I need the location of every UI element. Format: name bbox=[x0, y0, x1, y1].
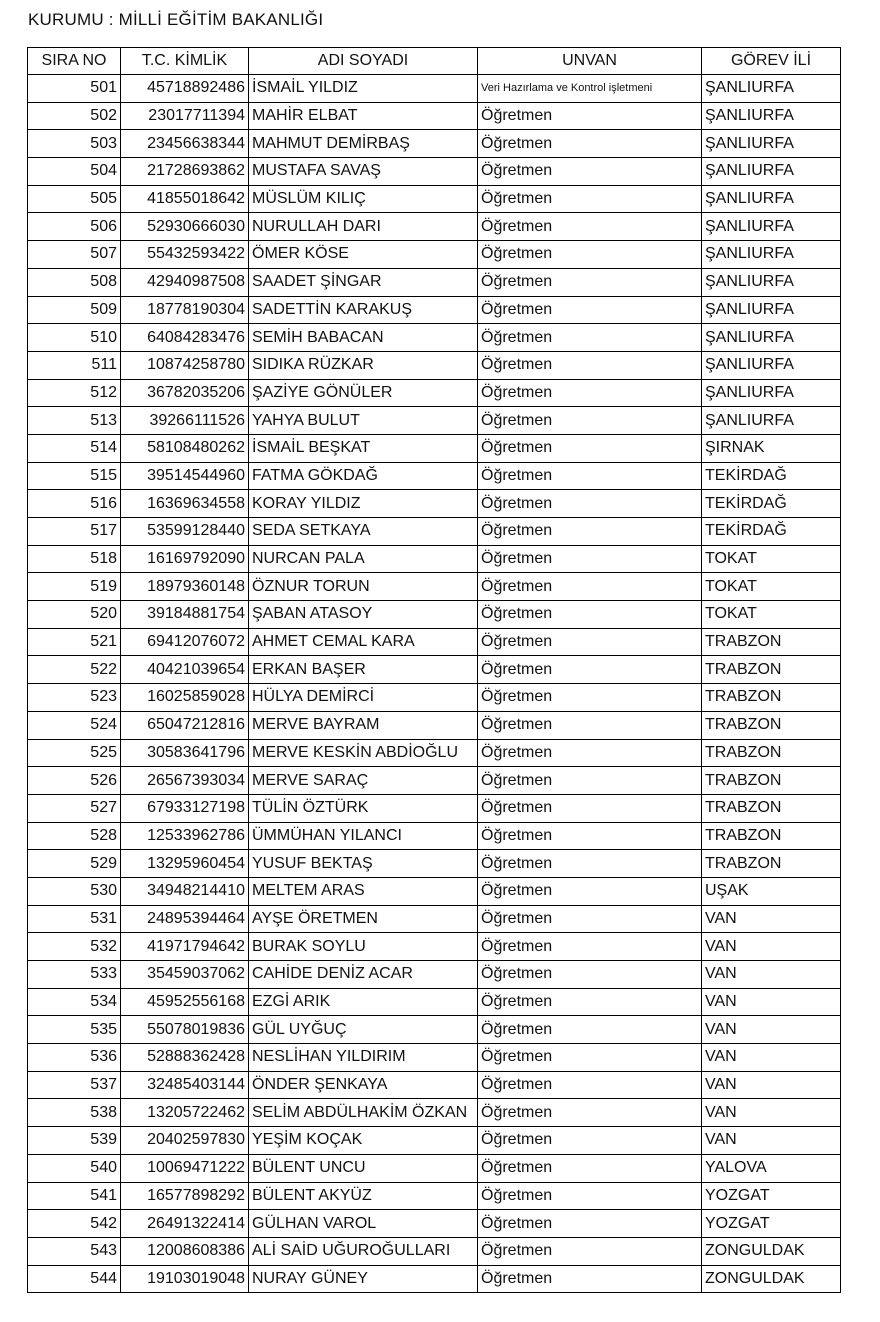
unvan-cell: Öğretmen bbox=[478, 1237, 702, 1265]
gorev-ili-cell: VAN bbox=[702, 1099, 841, 1127]
unvan-cell: Öğretmen bbox=[478, 1210, 702, 1238]
sira-no-cell: 521 bbox=[28, 628, 121, 656]
table-row bbox=[28, 1071, 841, 1099]
sira-no-cell: 505 bbox=[28, 185, 121, 213]
tc-kimlik-cell: 16369634558 bbox=[121, 490, 249, 518]
unvan-cell: Öğretmen bbox=[478, 1265, 702, 1293]
name-cell: ÖZNUR TORUN bbox=[249, 573, 478, 601]
unvan-cell: Öğretmen bbox=[478, 656, 702, 684]
tc-kimlik-cell: 16577898292 bbox=[121, 1182, 249, 1210]
unvan-cell: Öğretmen bbox=[478, 933, 702, 961]
sira-no-cell: 515 bbox=[28, 462, 121, 490]
gorev-ili-cell: ŞANLIURFA bbox=[702, 407, 841, 435]
gorev-ili-cell: VAN bbox=[702, 1127, 841, 1155]
gorev-ili-cell: TRABZON bbox=[702, 850, 841, 878]
table-row bbox=[28, 130, 841, 158]
unvan-cell: Veri Hazırlama ve Kontrol işletmeni bbox=[478, 75, 702, 103]
tc-kimlik-cell: 67933127198 bbox=[121, 794, 249, 822]
name-cell: BÜLENT AKYÜZ bbox=[249, 1182, 478, 1210]
table-row bbox=[28, 739, 841, 767]
gorev-ili-cell: ŞANLIURFA bbox=[702, 213, 841, 241]
table-row bbox=[28, 961, 841, 989]
name-cell: YUSUF BEKTAŞ bbox=[249, 850, 478, 878]
tc-kimlik-cell: 39514544960 bbox=[121, 462, 249, 490]
table-row bbox=[28, 379, 841, 407]
table-row bbox=[28, 822, 841, 850]
name-cell: NURULLAH DARI bbox=[249, 213, 478, 241]
sira-no-cell: 533 bbox=[28, 961, 121, 989]
gorev-ili-cell: YOZGAT bbox=[702, 1210, 841, 1238]
table-row bbox=[28, 933, 841, 961]
gorev-ili-cell: TEKİRDAĞ bbox=[702, 518, 841, 546]
unvan-cell: Öğretmen bbox=[478, 490, 702, 518]
unvan-cell: Öğretmen bbox=[478, 268, 702, 296]
sira-no-cell: 527 bbox=[28, 794, 121, 822]
sira-no-cell: 542 bbox=[28, 1210, 121, 1238]
tc-kimlik-cell: 23017711394 bbox=[121, 102, 249, 130]
table-row bbox=[28, 185, 841, 213]
name-cell: GÜLHAN VAROL bbox=[249, 1210, 478, 1238]
name-cell: ALİ SAİD UĞUROĞULLARI bbox=[249, 1237, 478, 1265]
tc-kimlik-cell: 10874258780 bbox=[121, 351, 249, 379]
table-row bbox=[28, 407, 841, 435]
table-header-row bbox=[28, 48, 841, 75]
name-cell: NURCAN PALA bbox=[249, 545, 478, 573]
tc-kimlik-cell: 26567393034 bbox=[121, 767, 249, 795]
sira-no-cell: 538 bbox=[28, 1099, 121, 1127]
unvan-cell: Öğretmen bbox=[478, 130, 702, 158]
sira-no-cell: 526 bbox=[28, 767, 121, 795]
gorev-ili-cell: VAN bbox=[702, 905, 841, 933]
table-row bbox=[28, 767, 841, 795]
gorev-ili-cell: TRABZON bbox=[702, 628, 841, 656]
table-row bbox=[28, 158, 841, 186]
column-header-sira-no: SIRA NO bbox=[28, 48, 121, 75]
tc-kimlik-cell: 45718892486 bbox=[121, 75, 249, 103]
unvan-cell: Öğretmen bbox=[478, 822, 702, 850]
name-cell: NURAY GÜNEY bbox=[249, 1265, 478, 1293]
unvan-cell: Öğretmen bbox=[478, 573, 702, 601]
unvan-cell: Öğretmen bbox=[478, 988, 702, 1016]
tc-kimlik-cell: 16169792090 bbox=[121, 545, 249, 573]
table-row bbox=[28, 1154, 841, 1182]
unvan-cell: Öğretmen bbox=[478, 905, 702, 933]
table-row bbox=[28, 601, 841, 629]
tc-kimlik-cell: 39266111526 bbox=[121, 407, 249, 435]
tc-kimlik-cell: 12008608386 bbox=[121, 1237, 249, 1265]
name-cell: FATMA GÖKDAĞ bbox=[249, 462, 478, 490]
name-cell: HÜLYA DEMİRCİ bbox=[249, 684, 478, 712]
gorev-ili-cell: TRABZON bbox=[702, 767, 841, 795]
table-row bbox=[28, 1237, 841, 1265]
table-row bbox=[28, 1099, 841, 1127]
sira-no-cell: 532 bbox=[28, 933, 121, 961]
table-row bbox=[28, 1127, 841, 1155]
name-cell: SADETTİN KARAKUŞ bbox=[249, 296, 478, 324]
tc-kimlik-cell: 53599128440 bbox=[121, 518, 249, 546]
gorev-ili-cell: TRABZON bbox=[702, 794, 841, 822]
unvan-cell: Öğretmen bbox=[478, 158, 702, 186]
name-cell: MERVE BAYRAM bbox=[249, 711, 478, 739]
institution-header: KURUMU : MİLLİ EĞİTİM BAKANLIĞI bbox=[28, 10, 324, 29]
table-row bbox=[28, 241, 841, 269]
tc-kimlik-cell: 45952556168 bbox=[121, 988, 249, 1016]
gorev-ili-cell: UŞAK bbox=[702, 877, 841, 905]
sira-no-cell: 524 bbox=[28, 711, 121, 739]
tc-kimlik-cell: 13295960454 bbox=[121, 850, 249, 878]
name-cell: ÖNDER ŞENKAYA bbox=[249, 1071, 478, 1099]
unvan-cell: Öğretmen bbox=[478, 102, 702, 130]
gorev-ili-cell: ŞANLIURFA bbox=[702, 130, 841, 158]
sira-no-cell: 507 bbox=[28, 241, 121, 269]
sira-no-cell: 511 bbox=[28, 351, 121, 379]
tc-kimlik-cell: 26491322414 bbox=[121, 1210, 249, 1238]
tc-kimlik-cell: 19103019048 bbox=[121, 1265, 249, 1293]
table-row bbox=[28, 684, 841, 712]
sira-no-cell: 522 bbox=[28, 656, 121, 684]
unvan-cell: Öğretmen bbox=[478, 877, 702, 905]
tc-kimlik-cell: 41971794642 bbox=[121, 933, 249, 961]
table-row bbox=[28, 296, 841, 324]
sira-no-cell: 541 bbox=[28, 1182, 121, 1210]
table-row bbox=[28, 490, 841, 518]
gorev-ili-cell: ZONGULDAK bbox=[702, 1265, 841, 1293]
sira-no-cell: 529 bbox=[28, 850, 121, 878]
unvan-cell: Öğretmen bbox=[478, 462, 702, 490]
table-row bbox=[28, 711, 841, 739]
name-cell: SAADET ŞİNGAR bbox=[249, 268, 478, 296]
name-cell: AHMET CEMAL KARA bbox=[249, 628, 478, 656]
unvan-cell: Öğretmen bbox=[478, 1044, 702, 1072]
tc-kimlik-cell: 55432593422 bbox=[121, 241, 249, 269]
sira-no-cell: 516 bbox=[28, 490, 121, 518]
personnel-table bbox=[27, 47, 841, 1293]
tc-kimlik-cell: 30583641796 bbox=[121, 739, 249, 767]
gorev-ili-cell: YOZGAT bbox=[702, 1182, 841, 1210]
sira-no-cell: 504 bbox=[28, 158, 121, 186]
gorev-ili-cell: ŞANLIURFA bbox=[702, 158, 841, 186]
unvan-cell: Öğretmen bbox=[478, 1099, 702, 1127]
name-cell: MAHMUT DEMİRBAŞ bbox=[249, 130, 478, 158]
sira-no-cell: 512 bbox=[28, 379, 121, 407]
gorev-ili-cell: ŞANLIURFA bbox=[702, 379, 841, 407]
name-cell: EZGİ ARIK bbox=[249, 988, 478, 1016]
tc-kimlik-cell: 24895394464 bbox=[121, 905, 249, 933]
tc-kimlik-cell: 32485403144 bbox=[121, 1071, 249, 1099]
gorev-ili-cell: ŞANLIURFA bbox=[702, 185, 841, 213]
unvan-cell: Öğretmen bbox=[478, 324, 702, 352]
name-cell: KORAY YILDIZ bbox=[249, 490, 478, 518]
tc-kimlik-cell: 39184881754 bbox=[121, 601, 249, 629]
unvan-cell: Öğretmen bbox=[478, 241, 702, 269]
name-cell: SIDIKA RÜZKAR bbox=[249, 351, 478, 379]
gorev-ili-cell: ŞANLIURFA bbox=[702, 102, 841, 130]
sira-no-cell: 503 bbox=[28, 130, 121, 158]
name-cell: MERVE KESKİN ABDİOĞLU bbox=[249, 739, 478, 767]
name-cell: ŞAZİYE GÖNÜLER bbox=[249, 379, 478, 407]
sira-no-cell: 508 bbox=[28, 268, 121, 296]
unvan-cell: Öğretmen bbox=[478, 545, 702, 573]
sira-no-cell: 528 bbox=[28, 822, 121, 850]
gorev-ili-cell: ŞANLIURFA bbox=[702, 241, 841, 269]
sira-no-cell: 531 bbox=[28, 905, 121, 933]
unvan-cell: Öğretmen bbox=[478, 1016, 702, 1044]
gorev-ili-cell: VAN bbox=[702, 933, 841, 961]
tc-kimlik-cell: 69412076072 bbox=[121, 628, 249, 656]
sira-no-cell: 519 bbox=[28, 573, 121, 601]
gorev-ili-cell: TRABZON bbox=[702, 656, 841, 684]
tc-kimlik-cell: 42940987508 bbox=[121, 268, 249, 296]
tc-kimlik-cell: 12533962786 bbox=[121, 822, 249, 850]
name-cell: CAHİDE DENİZ ACAR bbox=[249, 961, 478, 989]
sira-no-cell: 537 bbox=[28, 1071, 121, 1099]
name-cell: İSMAİL YILDIZ bbox=[249, 75, 478, 103]
sira-no-cell: 518 bbox=[28, 545, 121, 573]
sira-no-cell: 523 bbox=[28, 684, 121, 712]
unvan-cell: Öğretmen bbox=[478, 1154, 702, 1182]
tc-kimlik-cell: 40421039654 bbox=[121, 656, 249, 684]
column-header-tc-kimlik: T.C. KİMLİK bbox=[121, 48, 249, 75]
gorev-ili-cell: TRABZON bbox=[702, 822, 841, 850]
tc-kimlik-cell: 36782035206 bbox=[121, 379, 249, 407]
table-row bbox=[28, 1044, 841, 1072]
unvan-cell: Öğretmen bbox=[478, 185, 702, 213]
sira-no-cell: 513 bbox=[28, 407, 121, 435]
table-row bbox=[28, 75, 841, 103]
tc-kimlik-cell: 52930666030 bbox=[121, 213, 249, 241]
table-row bbox=[28, 1265, 841, 1293]
table-row bbox=[28, 518, 841, 546]
name-cell: MELTEM ARAS bbox=[249, 877, 478, 905]
gorev-ili-cell: TRABZON bbox=[702, 739, 841, 767]
unvan-cell: Öğretmen bbox=[478, 961, 702, 989]
unvan-cell: Öğretmen bbox=[478, 850, 702, 878]
unvan-cell: Öğretmen bbox=[478, 407, 702, 435]
gorev-ili-cell: VAN bbox=[702, 988, 841, 1016]
table-row bbox=[28, 850, 841, 878]
table-row bbox=[28, 324, 841, 352]
gorev-ili-cell: YALOVA bbox=[702, 1154, 841, 1182]
name-cell: YAHYA BULUT bbox=[249, 407, 478, 435]
table-row bbox=[28, 462, 841, 490]
gorev-ili-cell: ŞANLIURFA bbox=[702, 296, 841, 324]
name-cell: SEDA SETKAYA bbox=[249, 518, 478, 546]
table-row bbox=[28, 1016, 841, 1044]
unvan-cell: Öğretmen bbox=[478, 351, 702, 379]
sira-no-cell: 539 bbox=[28, 1127, 121, 1155]
sira-no-cell: 530 bbox=[28, 877, 121, 905]
table-row bbox=[28, 213, 841, 241]
gorev-ili-cell: ŞANLIURFA bbox=[702, 75, 841, 103]
sira-no-cell: 534 bbox=[28, 988, 121, 1016]
tc-kimlik-cell: 18979360148 bbox=[121, 573, 249, 601]
name-cell: BURAK SOYLU bbox=[249, 933, 478, 961]
table-row bbox=[28, 573, 841, 601]
tc-kimlik-cell: 16025859028 bbox=[121, 684, 249, 712]
column-header-unvan: UNVAN bbox=[478, 48, 702, 75]
gorev-ili-cell: ZONGULDAK bbox=[702, 1237, 841, 1265]
sira-no-cell: 501 bbox=[28, 75, 121, 103]
name-cell: BÜLENT UNCU bbox=[249, 1154, 478, 1182]
gorev-ili-cell: TOKAT bbox=[702, 573, 841, 601]
name-cell: NESLİHAN YILDIRIM bbox=[249, 1044, 478, 1072]
name-cell: AYŞE ÖRETMEN bbox=[249, 905, 478, 933]
unvan-cell: Öğretmen bbox=[478, 711, 702, 739]
table-row bbox=[28, 351, 841, 379]
gorev-ili-cell: ŞANLIURFA bbox=[702, 324, 841, 352]
table-row bbox=[28, 877, 841, 905]
gorev-ili-cell: TEKİRDAĞ bbox=[702, 490, 841, 518]
tc-kimlik-cell: 13205722462 bbox=[121, 1099, 249, 1127]
name-cell: GÜL UYĞUÇ bbox=[249, 1016, 478, 1044]
gorev-ili-cell: ŞANLIURFA bbox=[702, 351, 841, 379]
name-cell: ÖMER KÖSE bbox=[249, 241, 478, 269]
unvan-cell: Öğretmen bbox=[478, 1182, 702, 1210]
tc-kimlik-cell: 18778190304 bbox=[121, 296, 249, 324]
sira-no-cell: 535 bbox=[28, 1016, 121, 1044]
table-row bbox=[28, 1182, 841, 1210]
table-row bbox=[28, 1210, 841, 1238]
sira-no-cell: 506 bbox=[28, 213, 121, 241]
sira-no-cell: 510 bbox=[28, 324, 121, 352]
gorev-ili-cell: TOKAT bbox=[702, 545, 841, 573]
tc-kimlik-cell: 23456638344 bbox=[121, 130, 249, 158]
name-cell: SEMİH BABACAN bbox=[249, 324, 478, 352]
gorev-ili-cell: VAN bbox=[702, 1016, 841, 1044]
gorev-ili-cell: VAN bbox=[702, 1044, 841, 1072]
table-row bbox=[28, 102, 841, 130]
gorev-ili-cell: ŞANLIURFA bbox=[702, 268, 841, 296]
unvan-cell: Öğretmen bbox=[478, 684, 702, 712]
table-row bbox=[28, 545, 841, 573]
tc-kimlik-cell: 65047212816 bbox=[121, 711, 249, 739]
unvan-cell: Öğretmen bbox=[478, 739, 702, 767]
table-row bbox=[28, 268, 841, 296]
unvan-cell: Öğretmen bbox=[478, 296, 702, 324]
unvan-cell: Öğretmen bbox=[478, 601, 702, 629]
unvan-cell: Öğretmen bbox=[478, 767, 702, 795]
name-cell: MAHİR ELBAT bbox=[249, 102, 478, 130]
name-cell: ÜMMÜHAN YILANCI bbox=[249, 822, 478, 850]
gorev-ili-cell: VAN bbox=[702, 961, 841, 989]
table-row bbox=[28, 628, 841, 656]
name-cell: TÜLİN ÖZTÜRK bbox=[249, 794, 478, 822]
tc-kimlik-cell: 20402597830 bbox=[121, 1127, 249, 1155]
name-cell: ŞABAN ATASOY bbox=[249, 601, 478, 629]
gorev-ili-cell: VAN bbox=[702, 1071, 841, 1099]
sira-no-cell: 502 bbox=[28, 102, 121, 130]
tc-kimlik-cell: 21728693862 bbox=[121, 158, 249, 186]
unvan-cell: Öğretmen bbox=[478, 213, 702, 241]
column-header-adi-soyadi: ADI SOYADI bbox=[249, 48, 478, 75]
unvan-cell: Öğretmen bbox=[478, 1071, 702, 1099]
sira-no-cell: 536 bbox=[28, 1044, 121, 1072]
table-row bbox=[28, 794, 841, 822]
unvan-cell: Öğretmen bbox=[478, 518, 702, 546]
name-cell: İSMAİL BEŞKAT bbox=[249, 434, 478, 462]
unvan-cell: Öğretmen bbox=[478, 794, 702, 822]
gorev-ili-cell: TRABZON bbox=[702, 684, 841, 712]
tc-kimlik-cell: 34948214410 bbox=[121, 877, 249, 905]
sira-no-cell: 544 bbox=[28, 1265, 121, 1293]
gorev-ili-cell: TEKİRDAĞ bbox=[702, 462, 841, 490]
table-row bbox=[28, 988, 841, 1016]
name-cell: MUSTAFA SAVAŞ bbox=[249, 158, 478, 186]
tc-kimlik-cell: 58108480262 bbox=[121, 434, 249, 462]
gorev-ili-cell: ŞIRNAK bbox=[702, 434, 841, 462]
table-row bbox=[28, 656, 841, 684]
unvan-cell: Öğretmen bbox=[478, 1127, 702, 1155]
tc-kimlik-cell: 64084283476 bbox=[121, 324, 249, 352]
sira-no-cell: 543 bbox=[28, 1237, 121, 1265]
column-header-gorev-ili: GÖREV İLİ bbox=[702, 48, 841, 75]
table-row bbox=[28, 905, 841, 933]
sira-no-cell: 509 bbox=[28, 296, 121, 324]
tc-kimlik-cell: 35459037062 bbox=[121, 961, 249, 989]
name-cell: SELİM ABDÜLHAKİM ÖZKAN bbox=[249, 1099, 478, 1127]
tc-kimlik-cell: 41855018642 bbox=[121, 185, 249, 213]
sira-no-cell: 520 bbox=[28, 601, 121, 629]
gorev-ili-cell: TRABZON bbox=[702, 711, 841, 739]
name-cell: YEŞİM KOÇAK bbox=[249, 1127, 478, 1155]
table-row bbox=[28, 434, 841, 462]
unvan-cell: Öğretmen bbox=[478, 628, 702, 656]
tc-kimlik-cell: 55078019836 bbox=[121, 1016, 249, 1044]
gorev-ili-cell: TOKAT bbox=[702, 601, 841, 629]
tc-kimlik-cell: 52888362428 bbox=[121, 1044, 249, 1072]
sira-no-cell: 517 bbox=[28, 518, 121, 546]
unvan-cell: Öğretmen bbox=[478, 434, 702, 462]
tc-kimlik-cell: 10069471222 bbox=[121, 1154, 249, 1182]
unvan-cell: Öğretmen bbox=[478, 379, 702, 407]
name-cell: ERKAN BAŞER bbox=[249, 656, 478, 684]
sira-no-cell: 525 bbox=[28, 739, 121, 767]
name-cell: MERVE SARAÇ bbox=[249, 767, 478, 795]
sira-no-cell: 540 bbox=[28, 1154, 121, 1182]
name-cell: MÜSLÜM KILIÇ bbox=[249, 185, 478, 213]
sira-no-cell: 514 bbox=[28, 434, 121, 462]
